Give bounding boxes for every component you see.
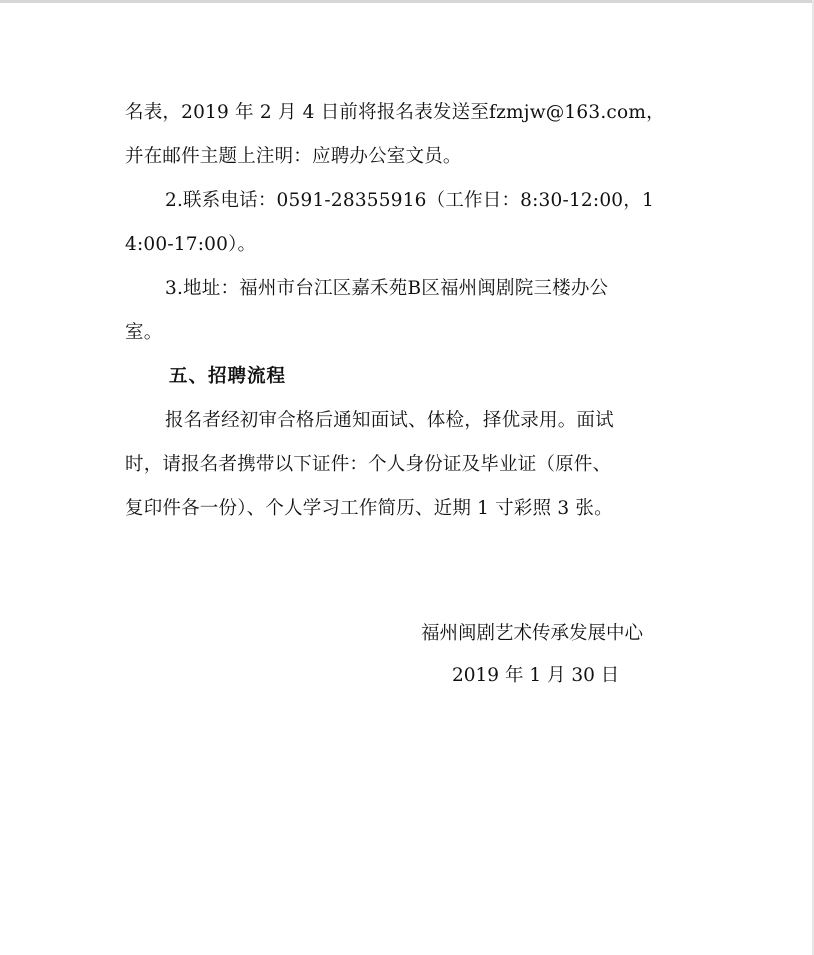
text-line-registration-email: 名表，2019 年 2 月 4 日前将报名表发送至fzmjw@163.com，	[125, 102, 665, 123]
text-line-process-1: 报名者经初审合格后通知面试、体检，择优录用。面试	[165, 410, 614, 431]
page-top-border	[0, 0, 814, 3]
text-line-address: 3.地址：福州市台江区嘉禾苑B区福州闽剧院三楼办公	[165, 278, 609, 299]
text-line-process-3: 复印件各一份）、个人学习工作简历、近期 1 寸彩照 3 张。	[125, 498, 613, 519]
text-line-working-hours: 4:00-17:00）。	[125, 234, 257, 255]
signature-organization: 福州闽剧艺术传承发展中心	[421, 623, 644, 644]
text-line-process-2: 时，请报名者携带以下证件：个人身份证及毕业证（原件、	[125, 454, 612, 475]
text-line-address-end: 室。	[125, 322, 163, 343]
text-line-email-subject: 并在邮件主题上注明：应聘办公室文员。	[125, 146, 462, 167]
section-heading-recruitment-process: 五、招聘流程	[169, 366, 287, 387]
text-line-contact-phone: 2.联系电话：0591-28355916（工作日：8:30-12:00，1	[165, 190, 654, 211]
signature-date: 2019 年 1 月 30 日	[452, 665, 620, 686]
document-body	[125, 93, 695, 533]
